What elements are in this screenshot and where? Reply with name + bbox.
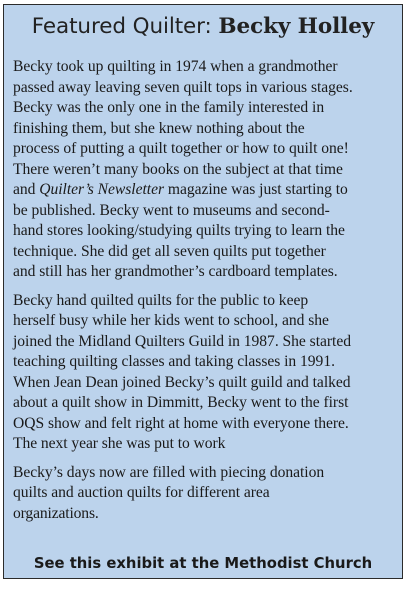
text-line: Becky was the only one in the family interested in — [13, 99, 325, 116]
paragraph-3 — [13, 463, 401, 525]
quilter-name: Becky Holley — [218, 14, 375, 39]
exhibit-location-note: See this exhibit at the Methodist Church — [33, 555, 373, 572]
text-line: technique. She did get all seven quilts put together — [13, 242, 326, 260]
text-line: herself busy while her kids went to school, and she — [13, 312, 329, 329]
text-run: and — [13, 181, 40, 198]
text-line: quilts and auction quilts for different area — [13, 484, 270, 501]
text-line: There weren’t many books on the subject at that time — [13, 160, 343, 178]
text-line: Becky hand quilted quilts for the public to keep — [13, 291, 309, 309]
text-line: When Jean Dean joined Becky’s quilt guild and talked — [13, 373, 351, 391]
paragraph-1 — [13, 57, 401, 283]
paragraph-2 — [13, 291, 401, 455]
text-line: hand stores looking/studying quilts trying to learn the — [13, 222, 345, 239]
magazine-title: Quilter’s Newsletter — [39, 181, 164, 198]
text-line: teaching quilting classes and taking classes in 1991. — [13, 353, 335, 370]
text-line: organizations. — [13, 504, 99, 522]
article-body — [13, 57, 401, 532]
featured-quilter-box — [3, 4, 403, 579]
text-line: Becky took up quilting in 1974 when a grandmother — [13, 58, 338, 75]
text-line: Becky’s days now are filled with piecing donation — [13, 463, 325, 481]
text-run: magazine was just starting to — [164, 181, 348, 198]
text-line — [13, 180, 401, 201]
text-line: be published. Becky went to museums and second- — [13, 201, 330, 219]
text-line: finishing them, but she knew nothing about the — [13, 119, 305, 137]
text-line: The next year she was put to work — [13, 435, 226, 452]
text-line: process of putting a quilt together or how to quilt one! — [13, 140, 349, 157]
text-line: joined the Midland Quilters Guild in 1987. She started — [13, 332, 351, 350]
page-title — [4, 14, 402, 39]
text-line: passed away leaving seven quilt tops in various stages. — [13, 78, 353, 96]
text-line: about a quilt show in Dimmitt, Becky went to the first — [13, 394, 349, 411]
text-line: and still has her grandmother’s cardboard templates. — [13, 263, 338, 280]
title-prefix: Featured Quilter: — [31, 14, 212, 39]
text-line: OQS show and felt right at home with everyone there. — [13, 414, 349, 432]
